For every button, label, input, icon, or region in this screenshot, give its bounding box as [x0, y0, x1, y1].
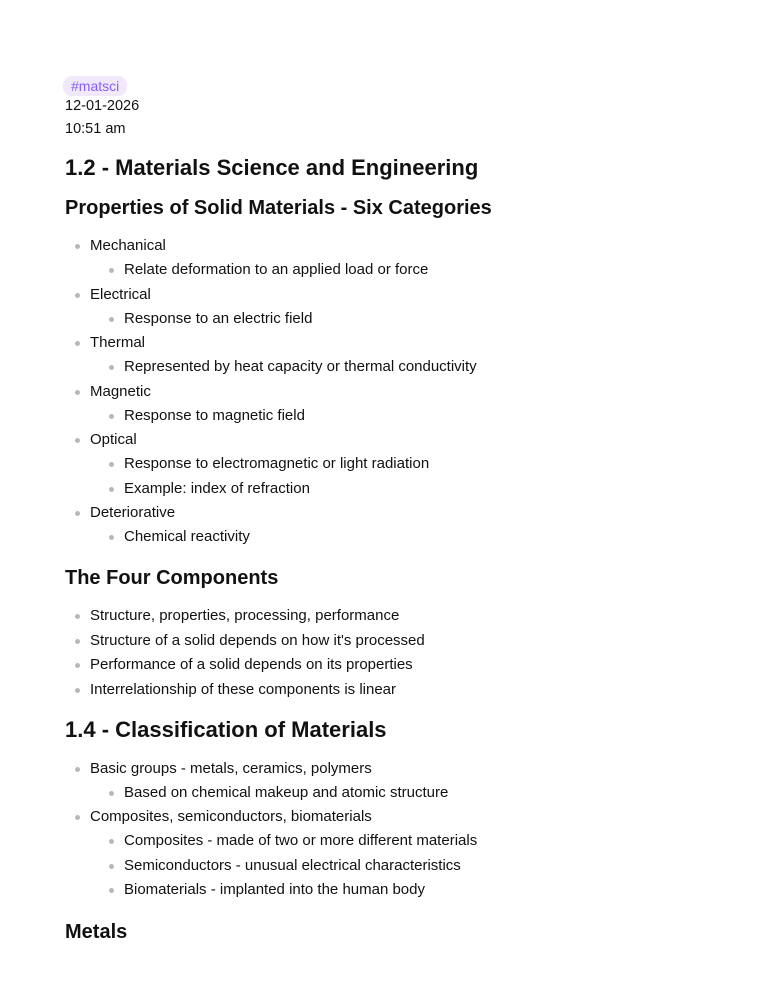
bullet-icon	[109, 487, 114, 492]
list-item	[65, 334, 728, 376]
bullet-icon	[109, 317, 114, 322]
list-item	[90, 528, 728, 546]
list-item-label: Optical	[90, 431, 137, 448]
bullet-icon	[109, 864, 114, 869]
properties-list	[65, 237, 728, 546]
list-item-label: Chemical reactivity	[124, 528, 250, 545]
bullet-icon	[109, 839, 114, 844]
bullet-icon	[75, 341, 80, 346]
list-item	[90, 261, 728, 279]
list-item	[65, 237, 728, 279]
subheading-four-components: The Four Components	[65, 567, 279, 589]
bullet-icon	[75, 767, 80, 772]
list-item	[90, 881, 728, 899]
list-item-label: Electrical	[90, 285, 151, 303]
list-item-label: Interrelationship of these components is linear	[90, 680, 397, 698]
list-item-label: Response to magnetic field	[124, 406, 305, 424]
list-item-label: Response to an electric field	[124, 309, 313, 327]
list-item	[65, 656, 728, 674]
bullet-icon	[75, 639, 80, 644]
list-item-label: Based on chemical makeup and atomic structure	[124, 783, 449, 801]
bullet-icon	[109, 268, 114, 273]
bullet-icon	[75, 663, 80, 668]
bullet-icon	[109, 535, 114, 540]
list-item-label: Mechanical	[90, 237, 166, 254]
classification-list	[65, 760, 728, 900]
list-item-label: Magnetic	[90, 382, 151, 400]
bullet-icon	[75, 390, 80, 395]
list-item	[65, 383, 728, 425]
list-item	[90, 310, 728, 328]
bullet-icon	[75, 815, 80, 820]
list-item	[65, 760, 728, 802]
list-item-label: Represented by heat capacity or thermal conductivity	[124, 358, 477, 375]
bullet-icon	[75, 614, 80, 619]
list-item-label: Structure, properties, processing, performance	[90, 607, 400, 624]
list-item-label: Composites - made of two or more different materials	[124, 832, 478, 849]
list-item	[65, 808, 728, 899]
subheading-properties: Properties of Solid Materials - Six Categories	[65, 197, 492, 219]
list-item-label: Biomaterials - implanted into the human body	[124, 881, 425, 898]
list-item	[65, 607, 728, 625]
list-item	[90, 455, 728, 473]
bullet-icon	[75, 438, 80, 443]
list-item-label: Structure of a solid depends on how it's processed	[90, 631, 425, 649]
list-item	[65, 632, 728, 650]
list-item-label: Response to electromagnetic or light radiation	[124, 455, 430, 472]
bullet-icon	[109, 365, 114, 370]
bullet-icon	[109, 791, 114, 796]
list-item	[65, 431, 728, 498]
bullet-icon	[109, 414, 114, 419]
components-list	[65, 607, 728, 699]
list-item-label: Semiconductors - unusual electrical characteristics	[124, 856, 461, 874]
list-item	[90, 407, 728, 425]
list-item-label: Example: index of refraction	[124, 479, 310, 497]
list-item	[90, 358, 728, 376]
list-item-label: Performance of a solid depends on its properties	[90, 656, 413, 673]
bullet-icon	[75, 511, 80, 516]
list-item-label: Thermal	[90, 334, 146, 351]
list-item	[65, 681, 728, 699]
section-heading-1-4: 1.4 - Classification of Materials	[65, 716, 387, 742]
list-item-label: Relate deformation to an applied load or force	[124, 261, 429, 278]
list-item	[65, 504, 728, 546]
section-heading-1-2: 1.2 - Materials Science and Engineering	[65, 155, 479, 180]
bullet-icon	[109, 888, 114, 893]
list-item-label: Basic groups - metals, ceramics, polymers	[90, 759, 372, 777]
bullet-icon	[75, 688, 80, 693]
bullet-icon	[109, 462, 114, 467]
list-item	[90, 784, 728, 802]
list-item-label: Deteriorative	[90, 504, 176, 521]
list-item-label: Composites, semiconductors, biomaterials	[90, 808, 372, 825]
list-item	[90, 480, 728, 498]
note-date: 12-01-2026	[65, 98, 140, 114]
bullet-icon	[75, 244, 80, 249]
tag-badge[interactable]: #matsci	[63, 76, 127, 96]
subheading-metals: Metals	[65, 921, 128, 943]
list-item	[65, 286, 728, 328]
note-time: 10:51 am	[65, 121, 126, 137]
bullet-icon	[75, 293, 80, 298]
list-item	[90, 832, 728, 850]
list-item	[90, 857, 728, 875]
